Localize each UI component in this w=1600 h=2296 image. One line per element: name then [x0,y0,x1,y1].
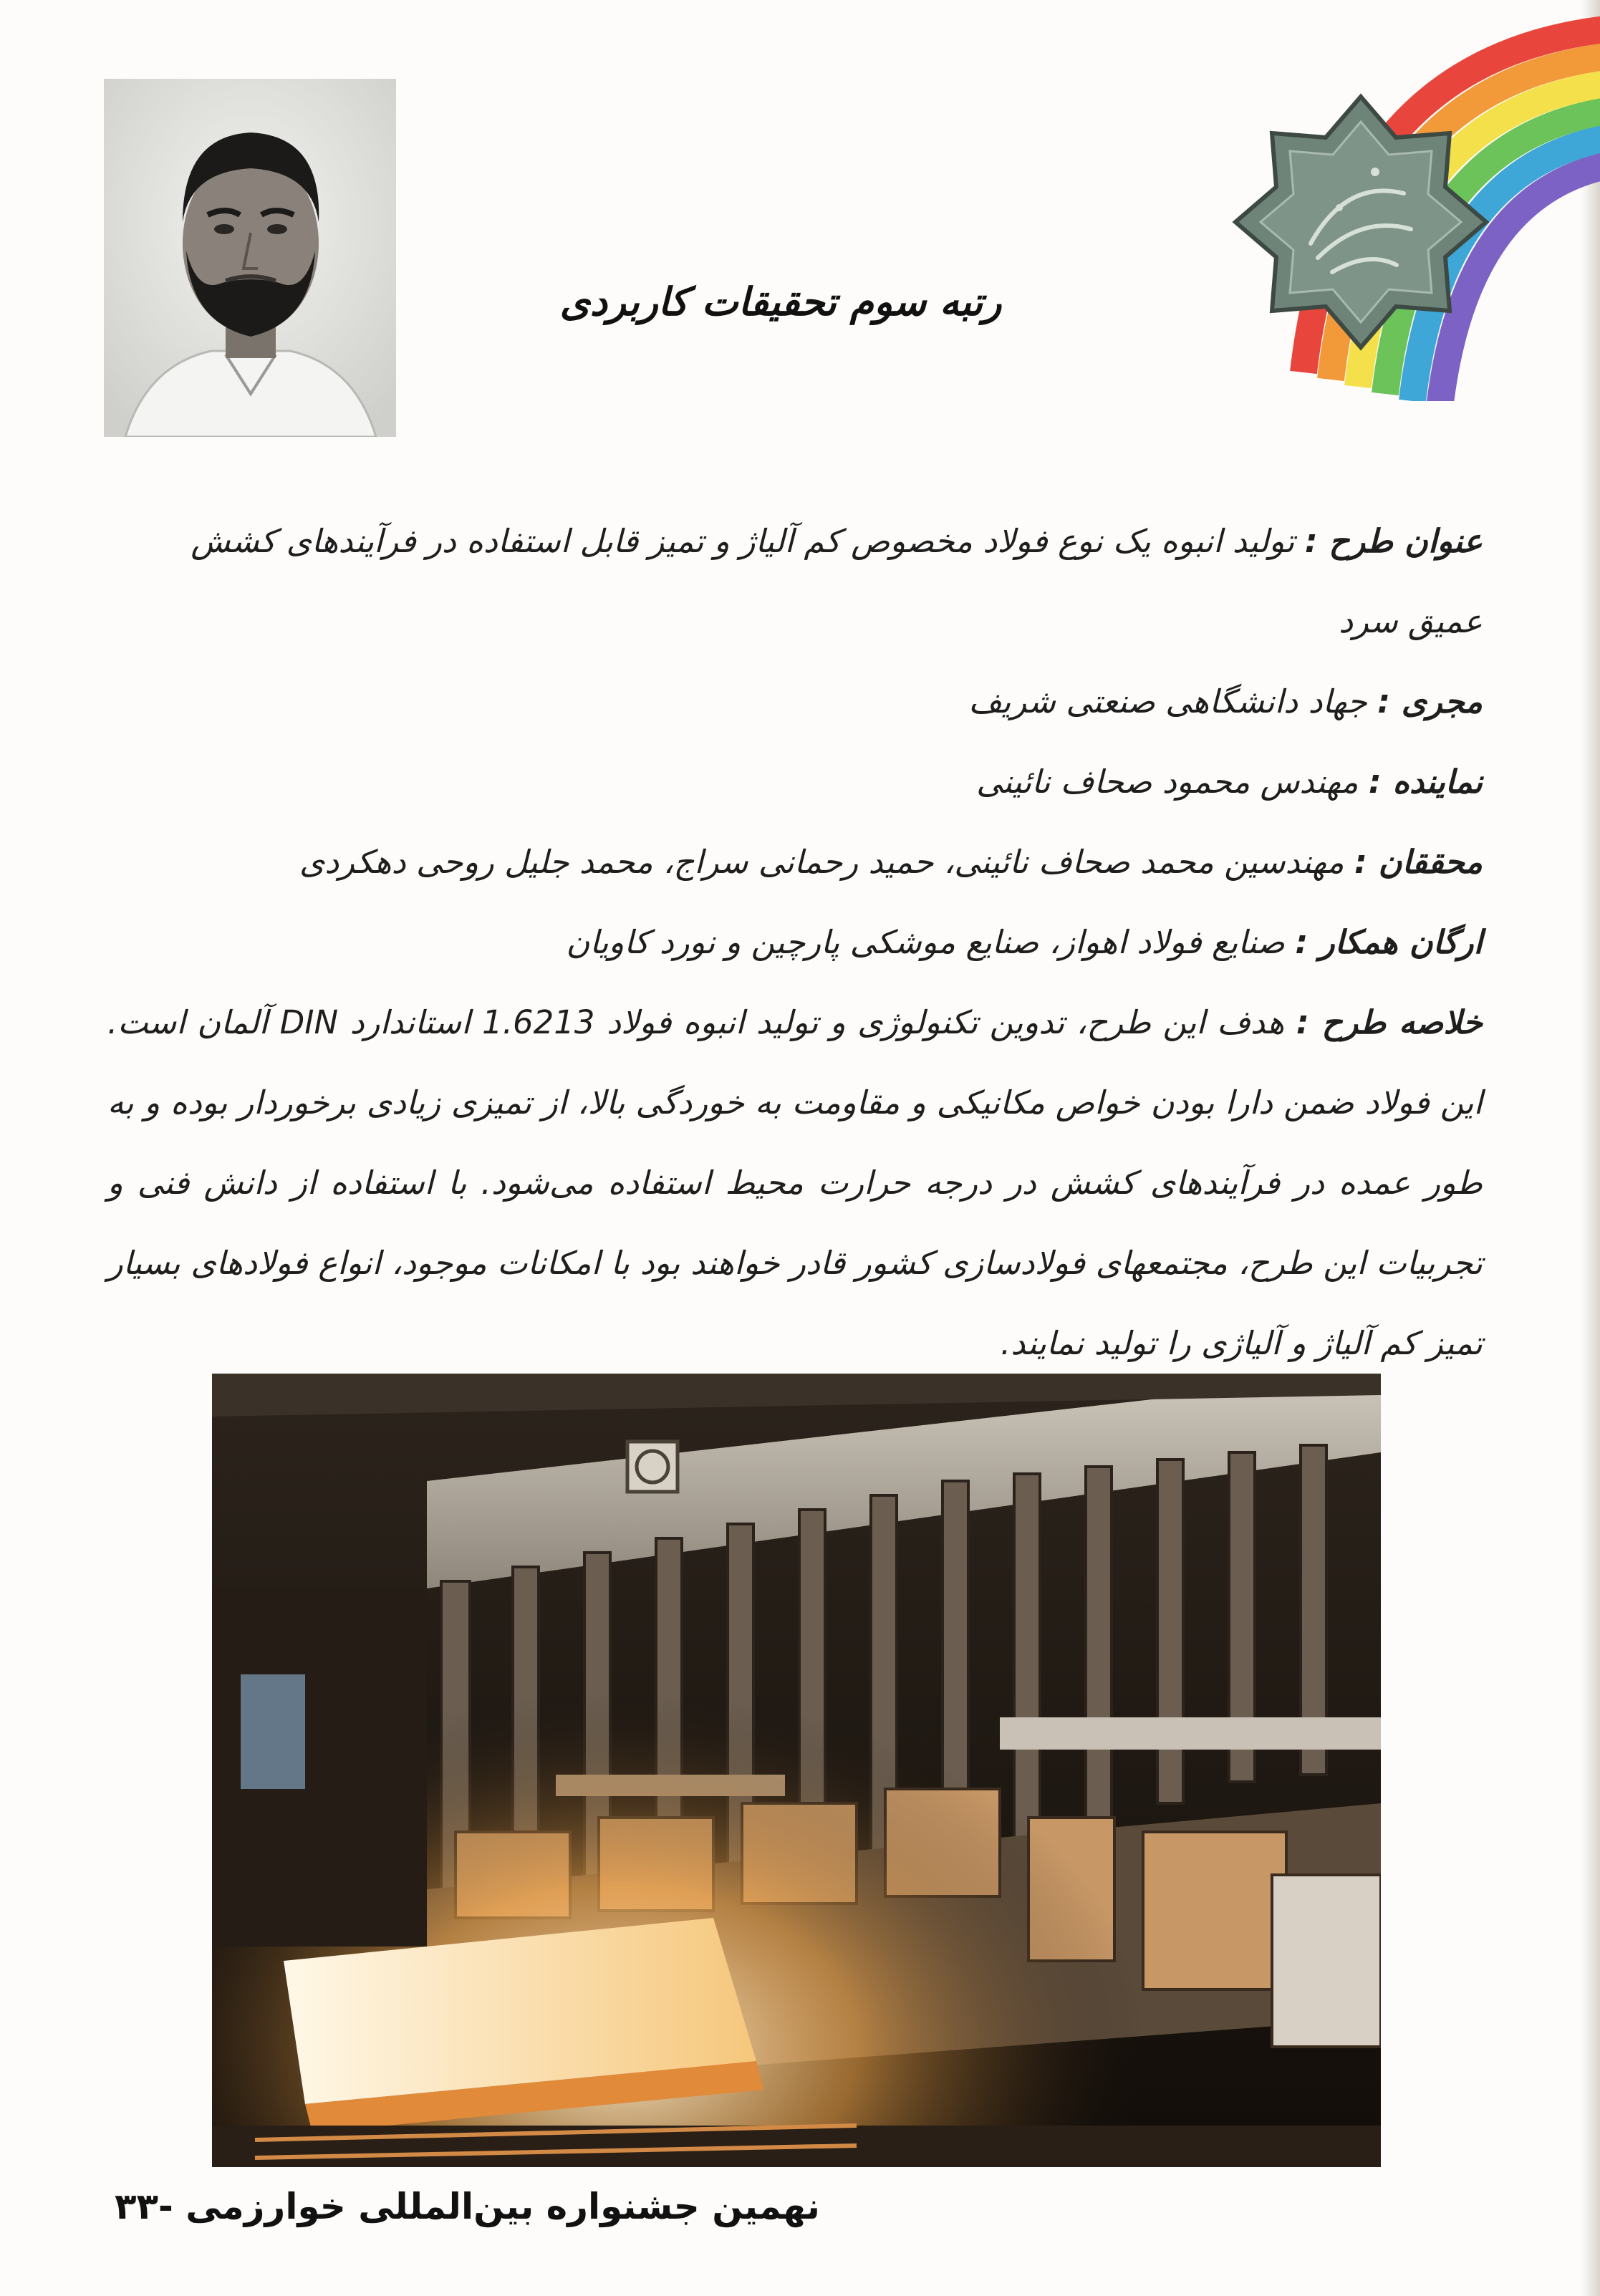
partners-label: ارگان همکار : [1295,923,1483,961]
partners-line [107,902,1483,983]
project-title-continuation [107,582,1483,662]
summary-paragraph [107,983,1483,1384]
representative-label: نماینده : [1368,763,1483,801]
portrait-photo [104,79,396,437]
summary-label: خلاصه طرح : [1296,1003,1483,1041]
footer-page-label: نهمین جشنواره بین‌المللی خوارزمی -۳۳ [115,2186,820,2227]
project-title-line [107,501,1483,582]
project-details [107,501,1483,1384]
title-value-cont: عمیق سرد [1339,602,1483,640]
executor-label: مجری : [1377,682,1483,720]
representative-line [107,742,1483,822]
festival-emblem-logo [1228,90,1493,354]
representative-value: مهندس محمود صحاف نائینی [976,763,1359,801]
executor-value: جهاد دانشگاهی صنعتی شریف [968,682,1367,720]
steel-mill-photo [212,1374,1381,2167]
researchers-value: مهندسین محمد صحاف نائینی، حمید رحمانی سراج، محمد جلیل روحی دهکردی [299,843,1344,881]
researchers-label: محققان : [1354,843,1483,881]
executor-line [107,662,1483,742]
title-value: تولید انبوه یک نوع فولاد مخصوص کم آلیاژ و تمیز قابل استفاده در فرآیندهای کشش [191,522,1295,560]
summary-value: هدف این طرح، تدوین تکنولوژی و تولید انبوه فولاد 1.6213 استاندارد DIN آلمان است. این فولاد ضمن دارا بودن خواص مکانیکی و مقاومت به خوردگی بالا، از تمیزی زیادی برخوردار بوده و به طور عمده در فرآیندهای کشش در درجه حرارت محیط استفاده می‌شود. با استفاده از دانش فنی و تجربیات این طرح، مجتمعهای فولادسازی کشور قادر خواهند بود با امکانات موجود، انواع فولادهای بسیار تمیز کم آلیاژ و آلیاژی را تولید نمایند. [107,1003,1483,1362]
researchers-line [107,822,1483,902]
rank-title: رتبه سوم تحقیقات کاربردی [559,279,1002,324]
title-label: عنوان طرح : [1304,522,1483,560]
partners-value: صنایع فولاد اهواز، صنایع موشکی پارچین و نورد کاویان [566,923,1285,961]
